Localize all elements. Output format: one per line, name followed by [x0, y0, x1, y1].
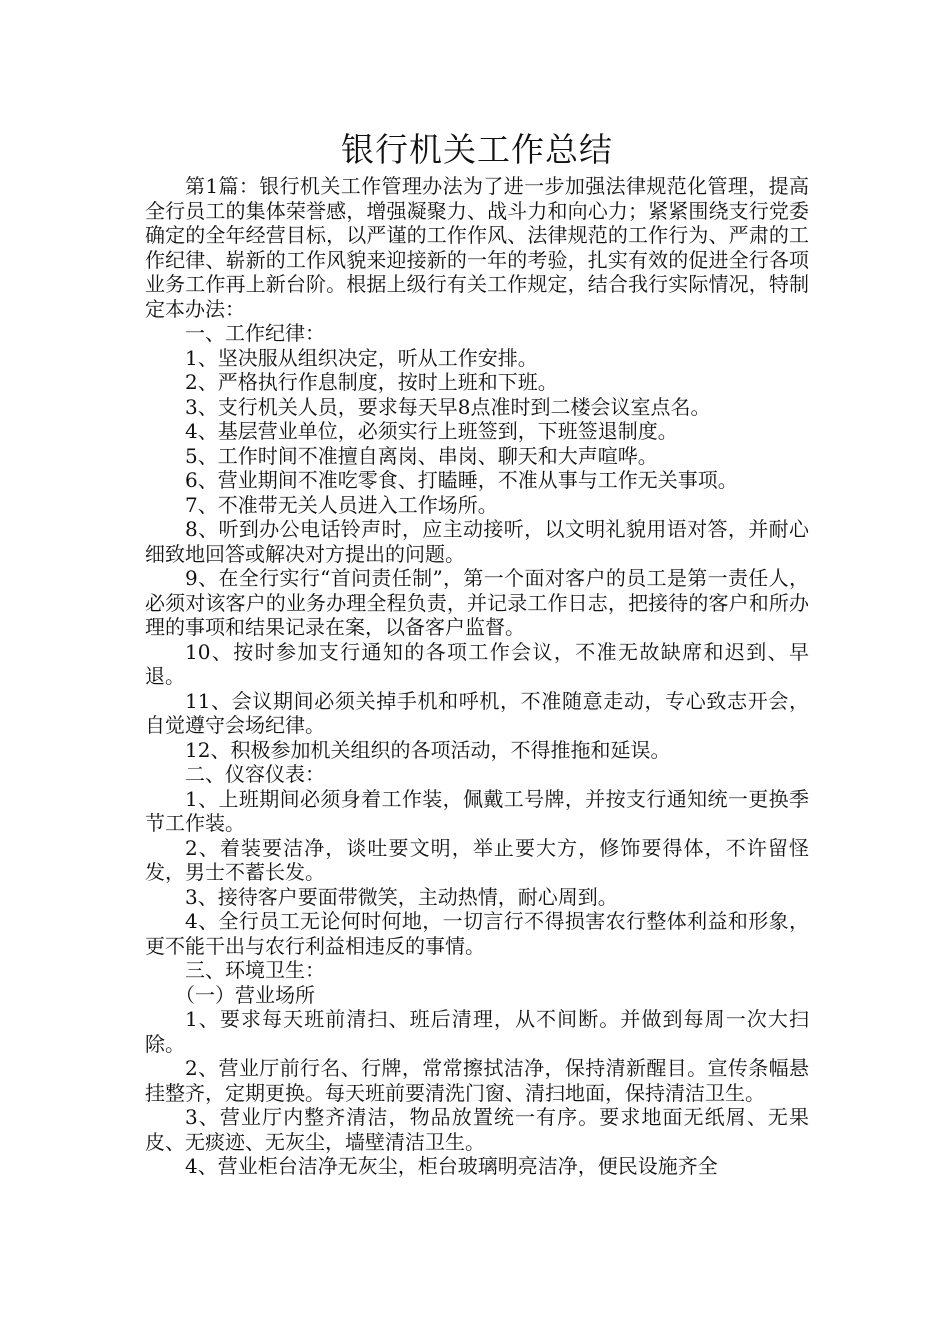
paragraph-item: 7、不准带无关人员进入工作场所。 [185, 492, 498, 517]
document-page [145, 128, 809, 1179]
paragraph-item: 4、基层营业单位，必须实行上班签到，下班签退制度。 [185, 419, 678, 443]
paragraph-item: 4、全行员工无论何时何地，一切言行不得损害农行整体利益和形象，更不能干出与农行利益相违反的事情。 [145, 909, 809, 958]
section-heading-hygiene: 三、环境卫生： [185, 958, 325, 982]
paragraph-item: 4、营业柜台洁净无灰尘，柜台玻璃明亮洁净，便民设施齐全 [185, 1154, 718, 1178]
paragraph-item: 3、支行机关人员，要求每天早8点准时到二楼会议室点名。 [185, 394, 711, 419]
subsection-heading-business-premises: （一）营业场所 [175, 982, 315, 1007]
document-title: 银行机关工作总结 [341, 130, 613, 169]
paragraph-item: 1、要求每天班前清扫、班后清理，从不间断。并做到每周一次大扫除。 [145, 1007, 809, 1056]
section-heading-appearance: 二、仪容仪表： [185, 762, 325, 786]
paragraph-item: 9、在全行实行“首问责任制”，第一个面对客户的员工是第一责任人，必须对该客户的业务办理全程负责，并记录工作日志，把接待的客户和所办理的事项和结果记录在案，以备客户监督。 [145, 566, 809, 639]
document-body [145, 174, 809, 1179]
paragraph-item: 1、上班期间必须身着工作装，佩戴工号牌，并按支行通知统一更换季节工作装。 [145, 786, 809, 835]
paragraph-item: 2、营业厅前行名、行牌，常常擦拭洁净，保持清新醒目。宣传条幅悬挂整齐，定期更换。每天班前要清洗门窗、清扫地面，保持清洁卫生。 [145, 1056, 809, 1105]
paragraph-item: 2、严格执行作息制度，按时上班和下班。 [185, 370, 558, 394]
paragraph-item: 10、按时参加支行通知的各项工作会议，不准无故缺席和迟到、早退。 [145, 639, 809, 688]
paragraph-item: 11、会议期间必须关掉手机和呼机，不准随意走动，专心致志开会，自觉遵守会场纪律。 [145, 688, 809, 737]
paragraph-item: 8、听到办公电话铃声时，应主动接听，以文明礼貌用语对答，并耐心细致地回答或解决对方提出的问题。 [145, 517, 809, 566]
paragraph-item: 2、着装要洁净，谈吐要文明，举止要大方，修饰要得体，不许留怪发，男士不蓄长发。 [145, 835, 809, 884]
section-heading-discipline: 一、工作纪律： [185, 321, 325, 345]
paragraph-intro: 第1篇：银行机关工作管理办法为了进一步加强法律规范化管理，提高全行员工的集体荣誉感，增强凝聚力、战斗力和向心力；紧紧围绕支行党委确定的全年经营目标，以严谨的工作作风、法律规范的工作行为、严肃的工作纪律、崭新的工作风貌来迎接新的一年的考验，扎实有效的促进全行各项业务工作再上新台阶。根据上级行有关工作规定，结合我行实际情况，特制定本办法： [145, 174, 809, 321]
paragraph-item: 5、工作时间不准擅自离岗、串岗、聊天和大声喧哗。 [185, 443, 658, 468]
paragraph-item: 3、营业厅内整齐清洁，物品放置统一有序。要求地面无纸屑、无果皮、无痰迹、无灰尘，墙壁清洁卫生。 [145, 1105, 809, 1154]
paragraph-item: 3、接待客户要面带微笑，主动热情，耐心周到。 [185, 884, 618, 909]
paragraph-item: 12、积极参加机关组织的各项活动，不得推拖和延误。 [185, 737, 671, 762]
paragraph-item: 1、坚决服从组织决定，听从工作安排。 [185, 345, 538, 370]
paragraph-item: 6、营业期间不准吃零食、打瞌睡，不准从事与工作无关事项。 [185, 468, 738, 492]
